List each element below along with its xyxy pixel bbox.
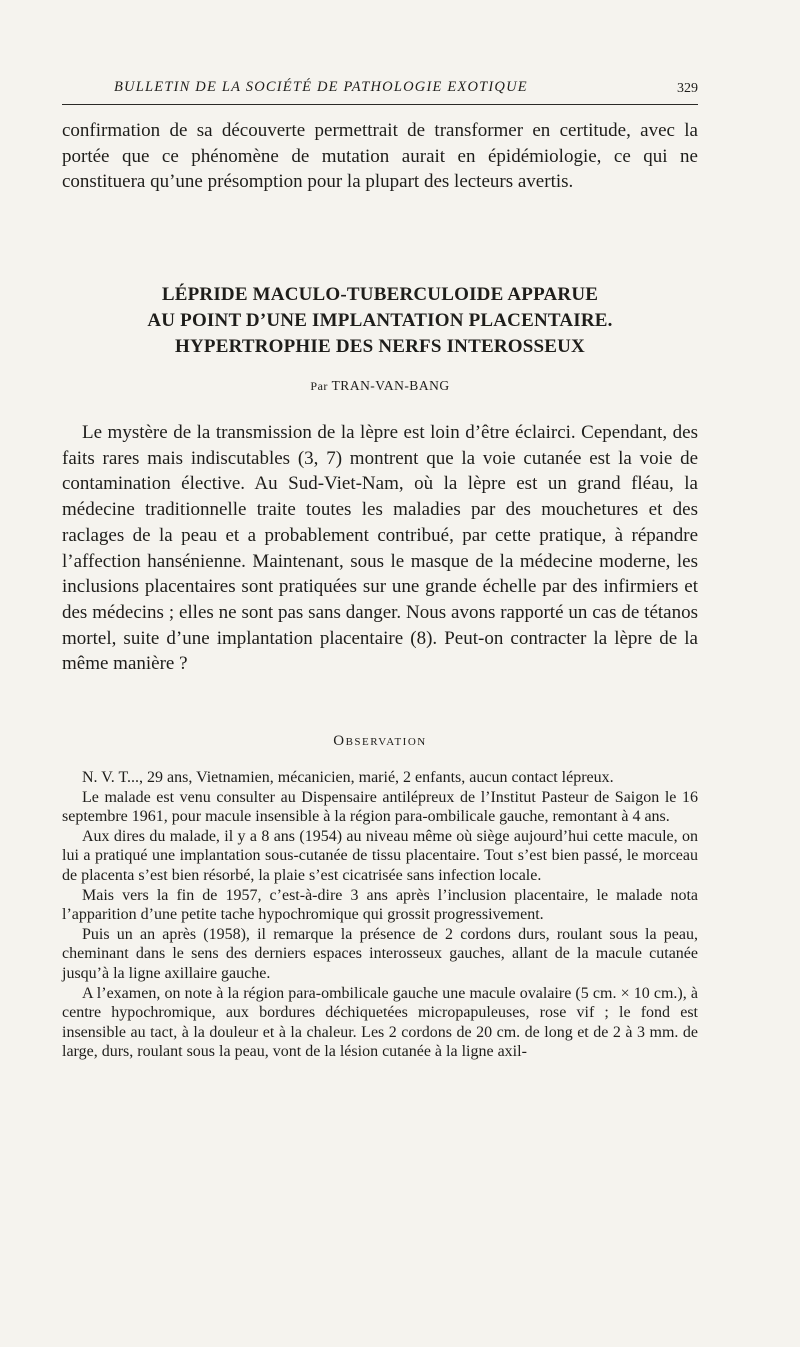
intro-block [62, 118, 698, 195]
header-rule [62, 104, 698, 105]
title-line: AU POINT D’UNE IMPLANTATION PLACENTAIRE. [147, 310, 613, 331]
lead-block [62, 420, 698, 677]
lead-paragraph: Le mystère de la transmission de la lèpre est loin d’être éclairci. Cependant, des faits rares mais indiscutables (3, 7) montrent que la voie cutanée est la voie de contamination élective. Au Sud-Viet-Nam, où la lèpre est un grand fléau, la médecine traditionnelle traite toutes les maladies par des mouchetures et des raclages de la peau et a probablement contribué, par cette pratique, à répandre l’affection hansénienne. Maintenant, sous le masque de la médecine moderne, les inclusions placentaires sont pratiquées sur une grande échelle par des infirmiers et des médecins ; elles ne sont pas sans danger. Nous avons rapporté un cas de tétanos mortel, suite d’une implantation placentaire (8). Peut-on contracter la lèpre de la même manière ? [62, 422, 698, 675]
observation-paragraph: Puis un an après (1958), il remarque la présence de 2 cordons durs, roulant sous la peau, cheminant dans le sens des derniers espaces interosseux gauches, allant de la macule cutanée jusqu’à la ligne axillaire gauche. [62, 925, 698, 982]
article-title [62, 282, 698, 360]
page-number: 329 [677, 81, 698, 96]
title-line: LÉPRIDE MACULO-TUBERCULOIDE APPARUE [161, 284, 599, 305]
observation-body [62, 768, 698, 1062]
observation-paragraph: Mais vers la fin de 1957, c’est-à-dire 3 ans après l’inclusion placentaire, le malade nota l’apparition d’une petite tache hypochromique qui grossit progressivement. [62, 886, 698, 924]
observation-paragraph: N. V. T..., 29 ans, Vietnamien, mécanicien, marié, 2 enfants, aucun contact lépreux. [82, 769, 614, 786]
author-line [62, 378, 698, 394]
author-prefix: Par [310, 379, 328, 393]
journal-title: BULLETIN DE LA SOCIÉTÉ DE PATHOLOGIE EXOTIQUE [114, 79, 528, 95]
title-line: HYPERTROPHIE DES NERFS INTEROSSEUX [175, 336, 585, 357]
observation-paragraph: Le malade est venu consulter au Dispensaire antilépreux de l’Institut Pasteur de Saigon le 16 septembre 1961, pour macule insensible à la région para-ombilicale gauche, remontant à 4 ans. [62, 788, 698, 826]
section-heading: Observation [333, 733, 427, 749]
observation-paragraph: A l’examen, on note à la région para-ombilicale gauche une macule ovalaire (5 cm. × 10 cm.), à centre hypochromique, aux bordures déchiquetées micropapuleuses, rose vif ; le fond est insensible au tact, à la douleur et à la chaleur. Les 2 cordons de 20 cm. de long et de 2 à 3 mm. de large, durs, roulant sous la peau, vont de la lésion cutanée à la ligne axil- [62, 984, 698, 1061]
observation-paragraph: Aux dires du malade, il y a 8 ans (1954) au niveau même où siège aujourd’hui cette macule, on lui a pratiqué une implantation sous-cutanée de tissu placentaire. Tout s’est bien passé, le morceau de placenta s’est bien résorbé, la plaie s’est cicatrisée sans infection locale. [62, 827, 698, 884]
section-heading-block [62, 733, 698, 750]
author-name: TRAN-VAN-BANG [331, 378, 450, 393]
intro-paragraph: confirmation de sa découverte permettrait de transformer en certitude, avec la portée que ce phénomène de mutation aurait en épidémiologie, ce qui ne constituera qu’une présomption pour la plupart des lecteurs avertis. [62, 120, 698, 193]
running-head [62, 79, 698, 101]
